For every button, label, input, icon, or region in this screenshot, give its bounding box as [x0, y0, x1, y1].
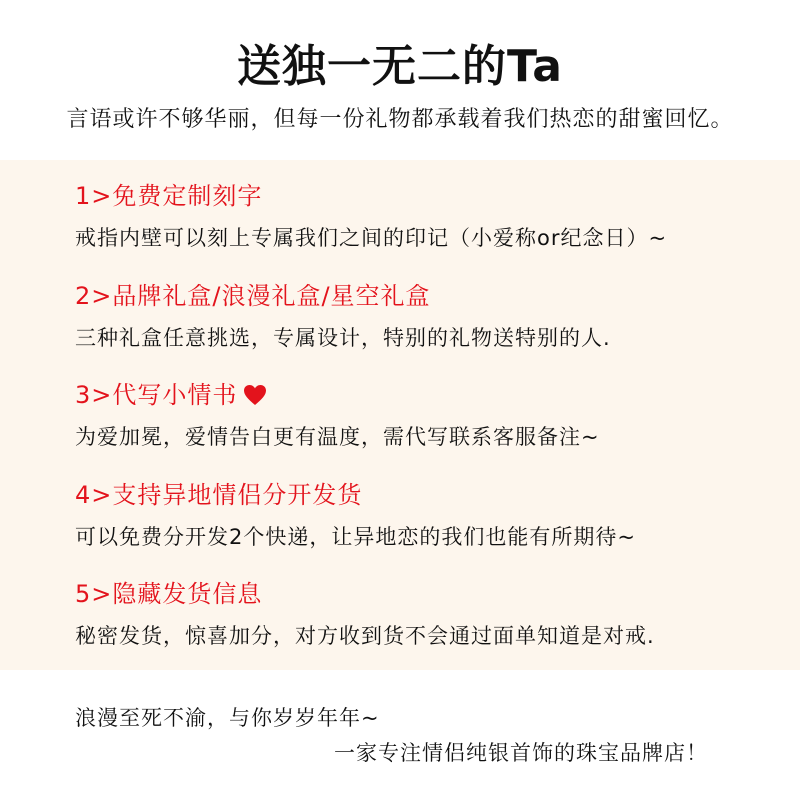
feature-description: 为爱加冕，爱情告白更有温度，需代写联系客服备注~	[75, 425, 600, 449]
feature-description: 秘密发货，惊喜加分，对方收到货不会通过面单知道是对戒.	[75, 624, 655, 648]
feature-love-letter	[75, 379, 775, 451]
feature-gift-boxes	[75, 280, 775, 352]
feature-title	[75, 479, 775, 511]
feature-engraving	[75, 180, 775, 252]
footer-slogan: 浪漫至死不渝，与你岁岁年年~	[75, 706, 380, 730]
footer-store-tagline: 一家专注情侣纯银首饰的珠宝品牌店！	[334, 741, 708, 765]
feature-description: 戒指内壁可以刻上专属我们之间的印记（小爱称or纪念日）~	[75, 226, 668, 250]
page-title: 送独一无二的Ta	[236, 41, 564, 92]
feature-title-text: 3>代写小情书	[75, 381, 238, 409]
feature-title-text: 1>免费定制刻字	[75, 182, 263, 210]
feature-title-text: 5>隐藏发货信息	[75, 580, 263, 608]
feature-title	[75, 379, 775, 411]
page-subtitle: 言语或许不够华丽，但每一份礼物都承载着我们热恋的甜蜜回忆。	[66, 107, 734, 132]
feature-title-text: 2>品牌礼盒/浪漫礼盒/星空礼盒	[75, 282, 431, 310]
feature-separate-shipping	[75, 479, 775, 551]
feature-title	[75, 180, 775, 212]
feature-description: 可以免费分开发2个快递，让异地恋的我们也能有所期待~	[75, 525, 636, 549]
feature-hidden-shipping-info	[75, 578, 775, 650]
heart-icon	[243, 384, 267, 406]
feature-title	[75, 280, 775, 312]
feature-description: 三种礼盒任意挑选，专属设计，特别的礼物送特别的人.	[75, 326, 611, 350]
feature-title-text: 4>支持异地情侣分开发货	[75, 481, 363, 509]
feature-title	[75, 578, 775, 610]
